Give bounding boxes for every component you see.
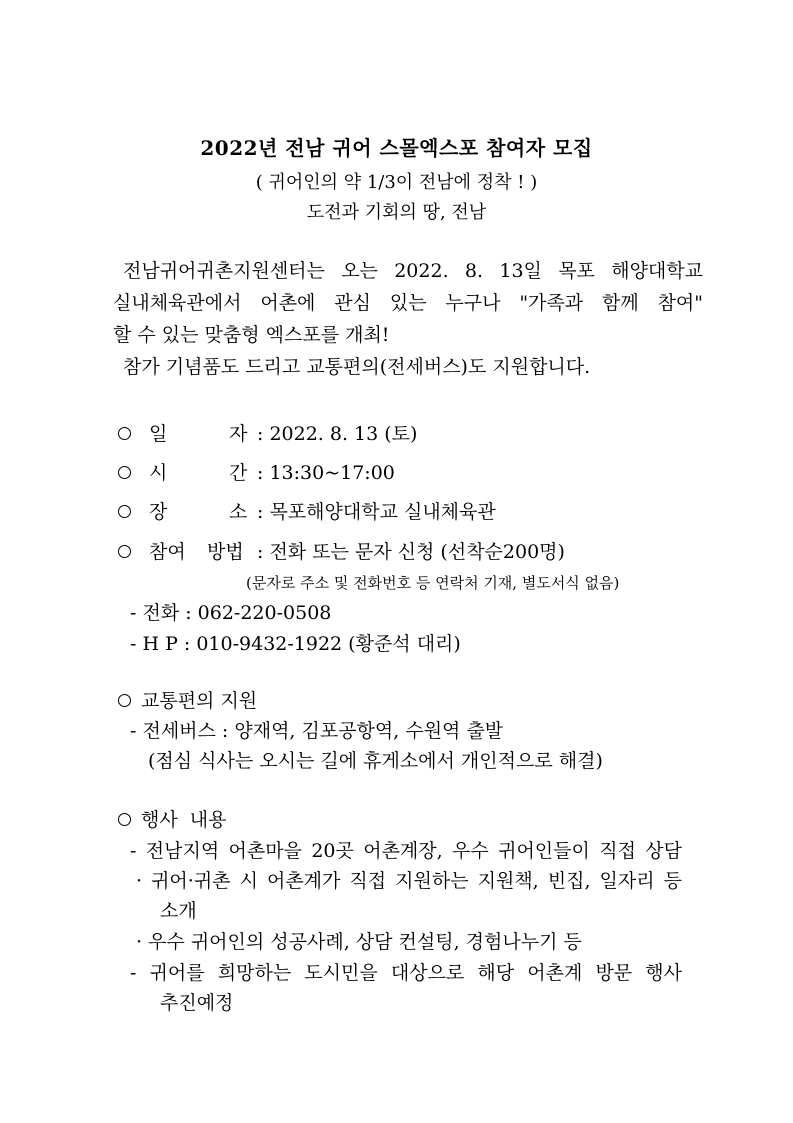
method-label-a: 참여 bbox=[149, 541, 186, 563]
event-item-2: · 귀어·귀촌 시 어촌계가 직접 지원하는 지원책, 빈집, 일자리 등 bbox=[136, 870, 682, 892]
method-value: : 전화 또는 문자 신청 (선착순200명) bbox=[257, 541, 565, 563]
circle-bullet-icon bbox=[118, 813, 131, 826]
place-value: : 목포해양대학교 실내체육관 bbox=[257, 501, 496, 523]
time-label-b: 간 bbox=[229, 462, 248, 484]
circle-bullet-icon bbox=[118, 545, 131, 558]
intro-line-3: 할 수 있는 맞춤형 엑스포를 개최! bbox=[113, 324, 390, 346]
detail-place bbox=[118, 497, 496, 524]
circle-bullet-icon bbox=[118, 427, 131, 440]
date-value: : 2022. 8. 13 (토) bbox=[257, 423, 418, 445]
transport-bus: - 전세버스 : 양재역, 김포공항역, 수원역 출발 bbox=[130, 720, 504, 742]
subtitle-slogan: 도전과 기회의 땅, 전남 bbox=[306, 202, 487, 223]
circle-bullet-icon bbox=[118, 466, 131, 479]
detail-time bbox=[118, 458, 395, 485]
time-label-a: 시 bbox=[149, 462, 168, 484]
detail-method bbox=[118, 537, 565, 564]
event-item-2-cont: 소개 bbox=[160, 900, 197, 922]
date-label-b: 자 bbox=[229, 423, 248, 445]
event-heading-text: 행사 내용 bbox=[141, 809, 227, 831]
transport-lunch: (점심 식사는 오시는 길에 휴게소에서 개인적으로 해결) bbox=[148, 750, 603, 772]
detail-date bbox=[118, 419, 417, 446]
intro-line-2: 실내체육관에서 어촌에 관심 있는 누구나 "가족과 함께 참여" bbox=[113, 292, 703, 314]
circle-bullet-icon bbox=[118, 694, 131, 707]
event-item-3: · 우수 귀어인의 성공사례, 상담 컨설팅, 경험나누기 등 bbox=[136, 931, 582, 953]
intro-line-1: 전남귀어귀촌지원센터는 오는 2022. 8. 13일 목포 해양대학교 bbox=[123, 260, 703, 282]
event-item-1: - 전남지역 어촌마을 20곳 어촌계장, 우수 귀어인들이 직접 상담 bbox=[130, 840, 682, 862]
time-value: : 13:30~17:00 bbox=[257, 462, 395, 484]
contact-hp: - H P : 010-9432-1922 (황준석 대리) bbox=[130, 633, 461, 655]
transport-heading-text: 교통편의 지원 bbox=[141, 690, 258, 712]
date-label-a: 일 bbox=[149, 423, 168, 445]
event-item-4: - 귀어를 희망하는 도시민을 대상으로 해당 어촌계 방문 행사 bbox=[130, 962, 682, 984]
place-label-a: 장 bbox=[149, 501, 168, 523]
page-title: 2022년 전남 귀어 스몰엑스포 참여자 모집 bbox=[200, 136, 593, 160]
place-label-b: 소 bbox=[229, 501, 248, 523]
event-item-4-cont: 추진예정 bbox=[160, 992, 234, 1014]
method-note: (문자로 주소 및 전화번호 등 연락처 기재, 별도서식 없음) bbox=[246, 574, 620, 592]
intro-line-4: 참가 기념품도 드리고 교통편의(전세버스)도 지원합니다. bbox=[123, 356, 591, 378]
contact-phone: - 전화 : 062-220-0508 bbox=[130, 602, 332, 624]
method-label-b: 방법 bbox=[207, 541, 244, 563]
subtitle-settlement: ( 귀어인의 약 1/3이 전남에 정착 ! ) bbox=[255, 172, 538, 193]
transport-heading bbox=[118, 686, 257, 713]
event-heading bbox=[118, 805, 227, 832]
circle-bullet-icon bbox=[118, 505, 131, 518]
